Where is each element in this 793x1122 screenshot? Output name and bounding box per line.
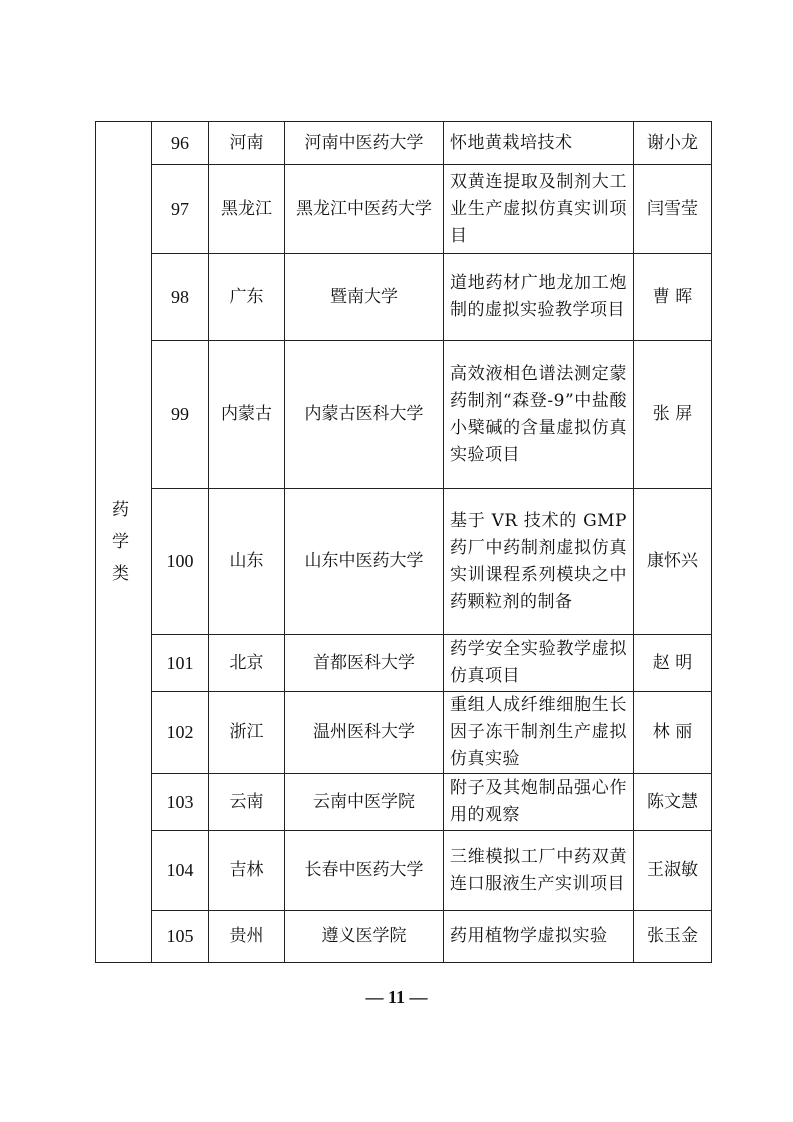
table-row: [96, 489, 712, 635]
row-number: 99: [152, 341, 209, 489]
row-number: 98: [152, 254, 209, 341]
page-number: — 11 —: [365, 987, 428, 1007]
project-name: 重组人成纤维细胞生长因子冻干制剂生产虚拟仿真实验: [444, 692, 634, 774]
project-name: 药学安全实验教学虚拟仿真项目: [444, 635, 634, 692]
project-name: 高效液相色谱法测定蒙药制剂“森登-9”中盐酸小檗碱的含量虚拟仿真实验项目: [444, 341, 634, 489]
row-number: 104: [152, 831, 209, 911]
project-name: 三维模拟工厂中药双黄连口服液生产实训项目: [444, 831, 634, 911]
province: 北京: [209, 635, 285, 692]
province: 河南: [209, 122, 285, 165]
school: 遵义医学院: [285, 911, 444, 963]
school: 河南中医药大学: [285, 122, 444, 165]
row-number: 102: [152, 692, 209, 774]
row-number: 105: [152, 911, 209, 963]
project-name: 道地药材广地龙加工炮制的虚拟实验教学项目: [444, 254, 634, 341]
leader: 闫雪莹: [634, 165, 712, 254]
province: 广东: [209, 254, 285, 341]
leader: 谢小龙: [634, 122, 712, 165]
table-row: [96, 774, 712, 831]
project-name: 药用植物学虚拟实验: [444, 911, 634, 963]
province: 浙江: [209, 692, 285, 774]
row-number: 100: [152, 489, 209, 635]
row-number: 97: [152, 165, 209, 254]
province: 山东: [209, 489, 285, 635]
school: 山东中医药大学: [285, 489, 444, 635]
row-number: 96: [152, 122, 209, 165]
leader: 张玉金: [634, 911, 712, 963]
leader: 赵 明: [634, 635, 712, 692]
row-number: 103: [152, 774, 209, 831]
province: 贵州: [209, 911, 285, 963]
leader: 林 丽: [634, 692, 712, 774]
project-name: 附子及其炮制品强心作用的观察: [444, 774, 634, 831]
category-label: 药学类: [112, 500, 135, 584]
province: 云南: [209, 774, 285, 831]
table-row: [96, 341, 712, 489]
province: 黑龙江: [209, 165, 285, 254]
table-row: [96, 911, 712, 963]
school: 暨南大学: [285, 254, 444, 341]
leader: 陈文慧: [634, 774, 712, 831]
school: 黑龙江中医药大学: [285, 165, 444, 254]
school: 内蒙古医科大学: [285, 341, 444, 489]
school: 首都医科大学: [285, 635, 444, 692]
table-row: [96, 635, 712, 692]
project-name: 双黄连提取及制剂大工业生产虚拟仿真实训项目: [444, 165, 634, 254]
category-cell: [96, 122, 152, 963]
province: 吉林: [209, 831, 285, 911]
leader: 康怀兴: [634, 489, 712, 635]
leader: 王淑敏: [634, 831, 712, 911]
table-row: [96, 254, 712, 341]
project-name: 基于 VR 技术的 GMP 药厂中药制剂虚拟仿真实训课程系列模块之中药颗粒剂的制备: [444, 489, 634, 635]
table-row: [96, 122, 712, 165]
project-name: 怀地黄栽培技术: [444, 122, 634, 165]
leader: 曹 晖: [634, 254, 712, 341]
school: 云南中医学院: [285, 774, 444, 831]
province: 内蒙古: [209, 341, 285, 489]
project-table: [95, 121, 712, 963]
leader: 张 屏: [634, 341, 712, 489]
row-number: 101: [152, 635, 209, 692]
school: 长春中医药大学: [285, 831, 444, 911]
school: 温州医科大学: [285, 692, 444, 774]
table-row: [96, 831, 712, 911]
table-row: [96, 165, 712, 254]
table-row: [96, 692, 712, 774]
